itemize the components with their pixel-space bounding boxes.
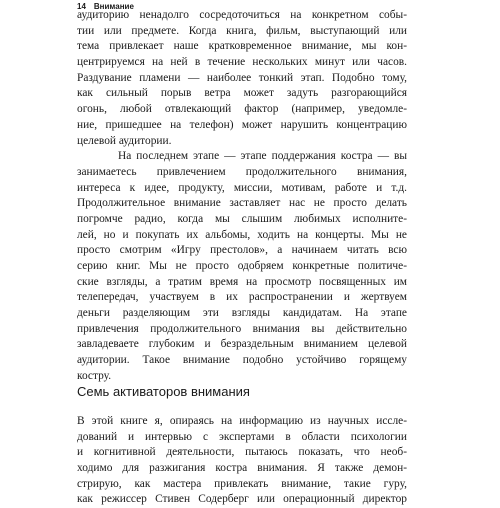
text-line: Раздувание пламени — наиболее тонкий этап. Подобно тому, bbox=[77, 71, 407, 84]
section-heading: Семь активаторов внимания bbox=[77, 384, 250, 399]
text-line: аудитории. Такое внимание подобно устойчиво горящему bbox=[77, 354, 407, 367]
text-line: серию книг. Мы не просто одобряем конкретные политиче- bbox=[77, 260, 407, 272]
text-line: телепередач, участвуем в их распространении и жертвуем bbox=[77, 291, 407, 304]
text-line: целевой аудитории. bbox=[77, 134, 172, 147]
text-line: аудиторию ненадолго сосредоточиться на конкретном собы- bbox=[77, 9, 407, 21]
page-number: 14 bbox=[77, 1, 86, 11]
text-line: как режиссер Стивен Содерберг или операционный директор bbox=[77, 493, 407, 506]
text-line: лей, но и покупать их альбомы, ходить на концерты. Мы не bbox=[77, 228, 407, 241]
text-line: Продолжительное внимание заставляет нас не просто делать bbox=[77, 197, 407, 210]
text-line: просто смотрим «Игру престолов», а начинаем читать всю bbox=[77, 244, 407, 257]
text-line: как сильный порыв ветра может задуть разгорающийся bbox=[77, 87, 407, 100]
running-head-title: Внимание bbox=[93, 1, 134, 11]
body-text-top bbox=[77, 8, 407, 385]
text-line: ходимо для разжигания костра внимания. Я также демон- bbox=[77, 462, 407, 475]
text-line: деньги разделяющим эти взгляды кандидатам. На этапе bbox=[77, 307, 407, 320]
body-text-bottom bbox=[77, 414, 407, 508]
text-line: ние, пришедшее на телефон) может нарушить концентрацию bbox=[77, 118, 407, 131]
text-line: костру. bbox=[77, 369, 112, 382]
text-line: занимаетесь привлечением продолжительного внимания, bbox=[77, 165, 407, 178]
text-line: стрирую, как мастера привлекать внимание, такие гуру, bbox=[77, 477, 407, 490]
text-line: огонь, любой отвлекающий фактор (например, уведомле- bbox=[77, 103, 407, 116]
text-line: завладеваете глубоким и безраздельным вниманием целевой bbox=[77, 338, 407, 351]
text-line: интереса к идее, продукту, миссии, мотивам, работе и т.д. bbox=[77, 181, 407, 194]
text-line: привлечения продолжительного внимания вы действительно bbox=[77, 322, 407, 335]
text-line: тема привлекает наше кратковременное внимание, мы кон- bbox=[77, 40, 407, 53]
text-line: В этой книге я, опираясь на информацию из научных иссле- bbox=[77, 415, 407, 427]
text-line: погромче радио, когда мы слышим любимых исполните- bbox=[77, 212, 407, 225]
paragraph-first-line: На последнем этапе — этапе поддержания костра — вы bbox=[118, 150, 407, 163]
text-line: дований и интервью с экспертами в области психологии bbox=[77, 430, 407, 443]
text-line: ские взгляды, а тратим время на просмотр посвященных им bbox=[77, 275, 407, 288]
text-line: центрируемся на ней в течение нескольких минут или часов. bbox=[77, 56, 407, 69]
text-line: тии или предмете. Когда книга, фильм, выступающий или bbox=[77, 24, 407, 37]
text-line: и когнитивной деятельности, пытаюсь показать, что необ- bbox=[77, 446, 407, 459]
